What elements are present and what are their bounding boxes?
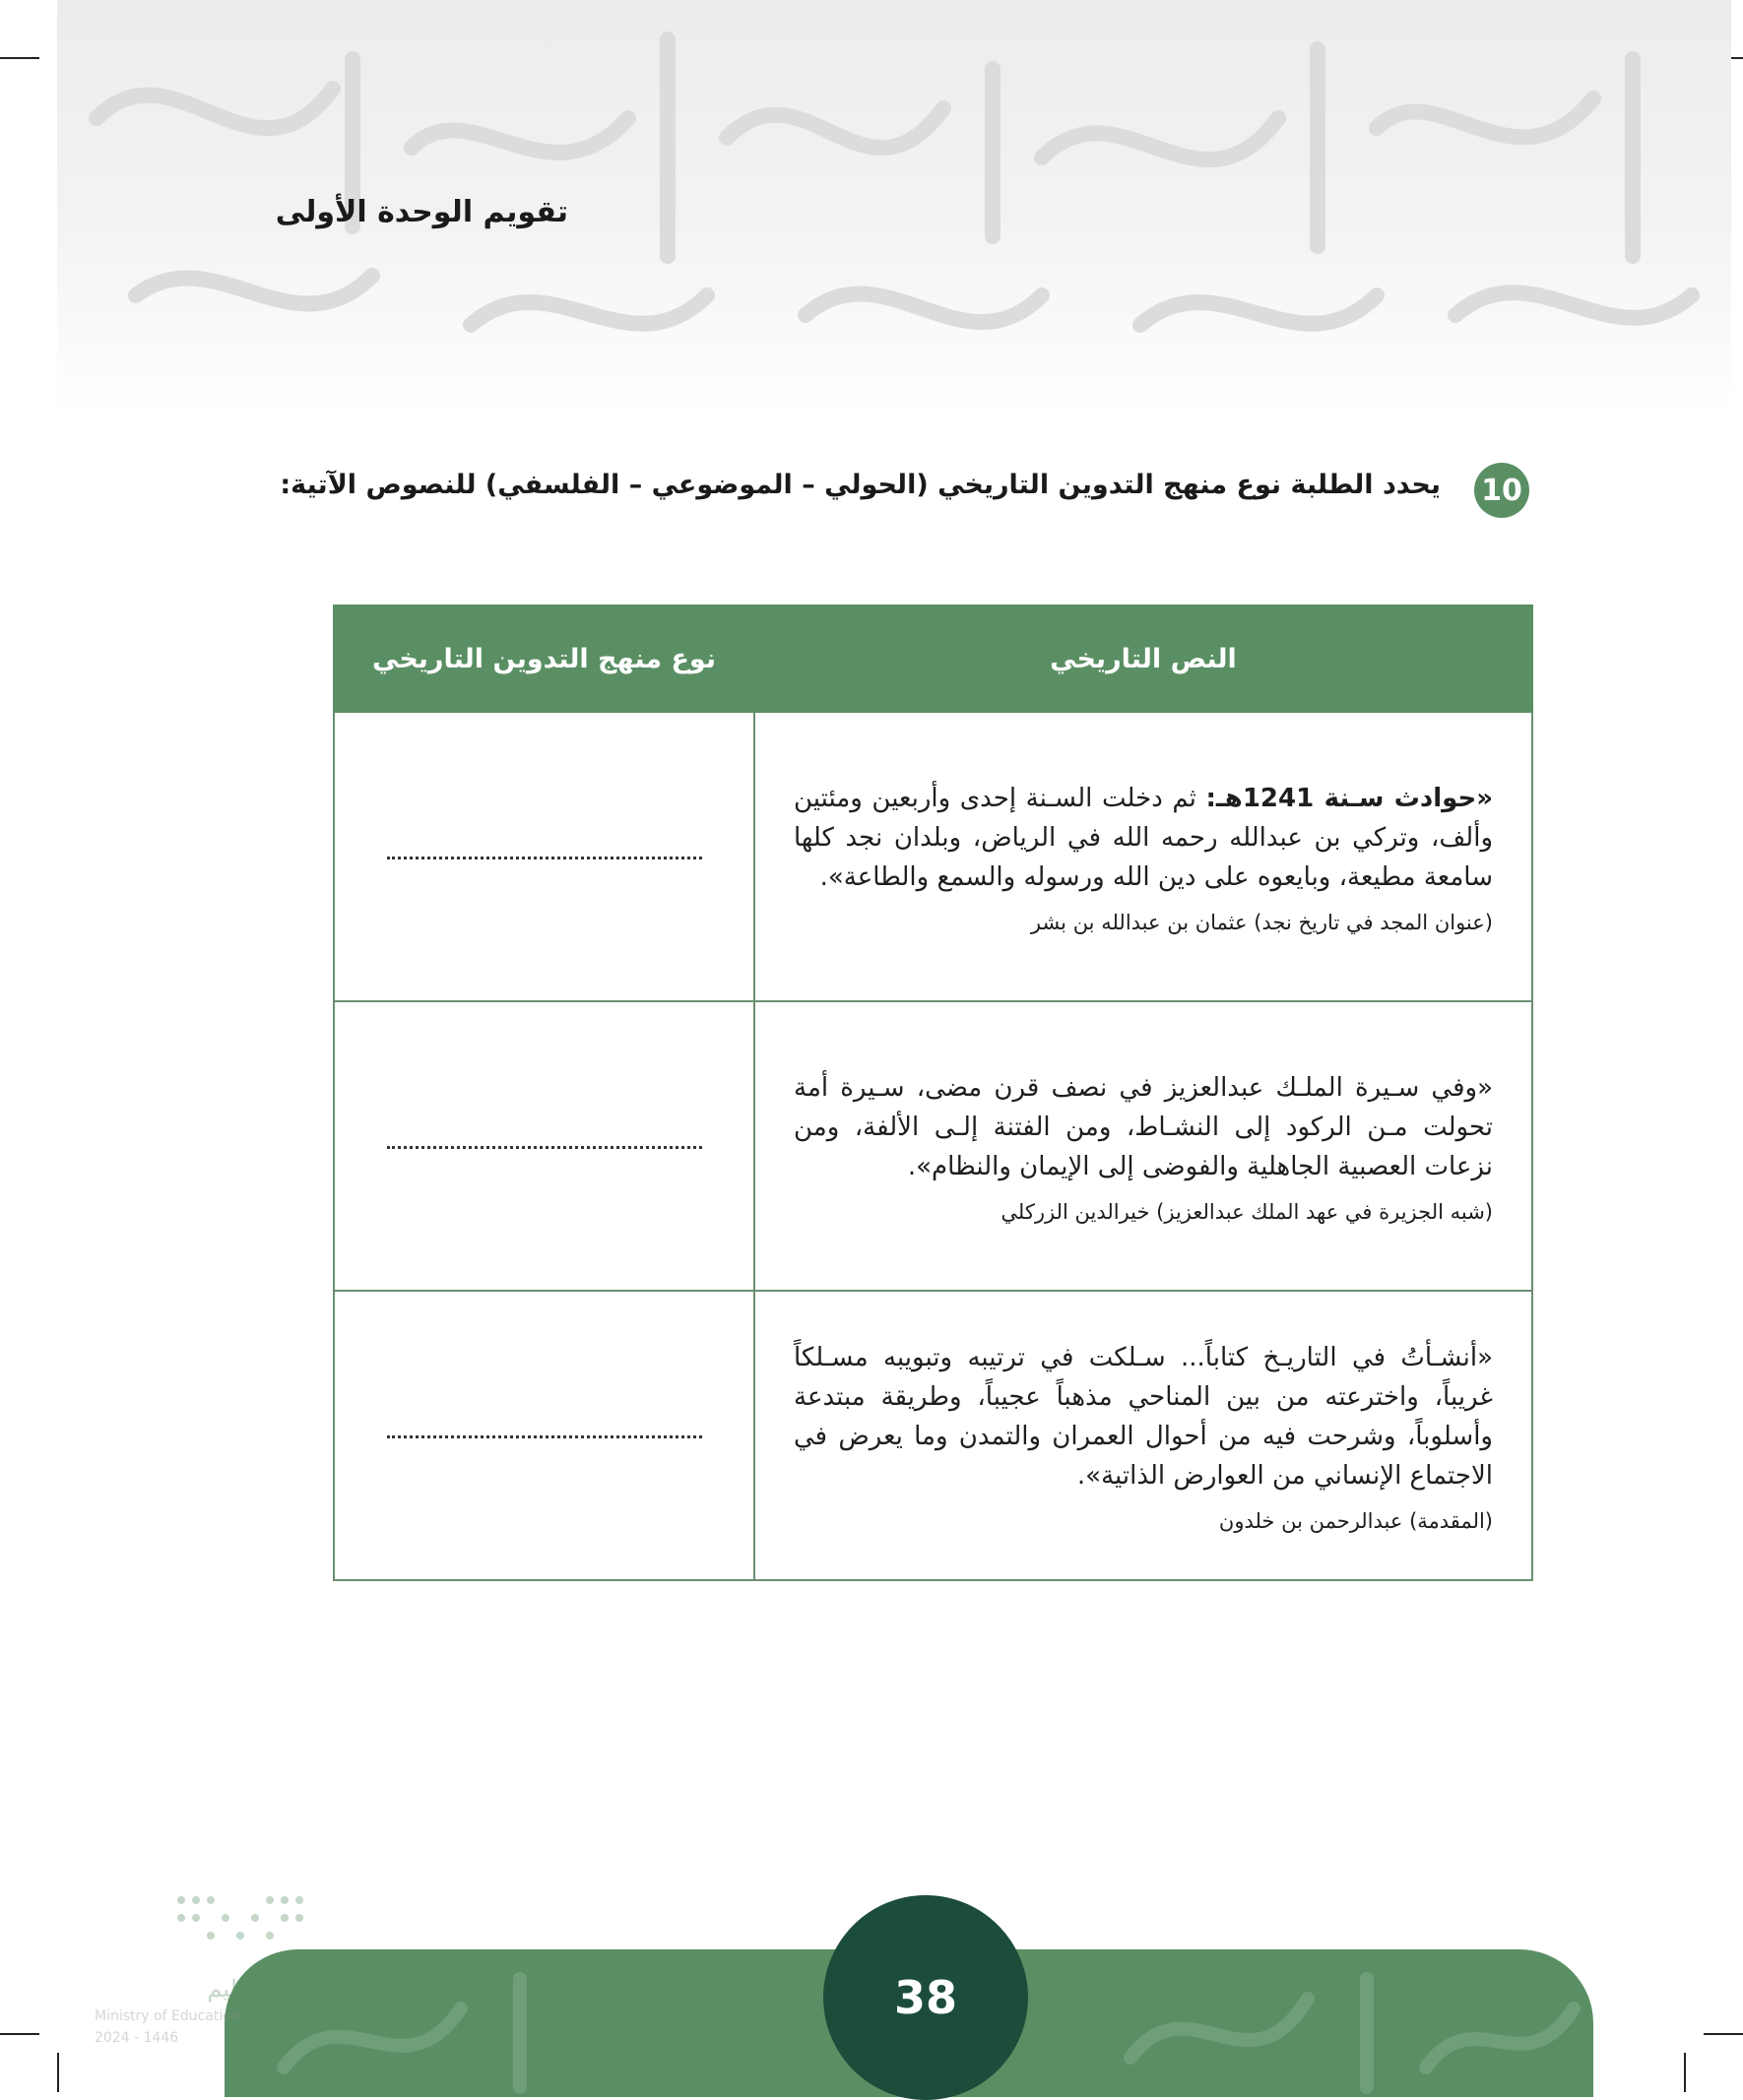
passage-text — [756, 779, 1530, 897]
table-row — [334, 1291, 1532, 1580]
passage-citation: (شبه الجزيرة في عهد الملك عبدالعزيز) خيرالدين الزركلي — [1001, 1200, 1493, 1224]
answer-blank[interactable] — [387, 1433, 702, 1438]
passage-body: «أنشـأتُ في التاريـخ كتاباً... سـلكت في ترتيبه وتبويبه مسـلكاً غريباً، واخترعته من بين المناحي مذهباً عجيباً، وطريقة مبتدعة وأسلوباً، وشرحت فيه من أحوال العمران والتمدن وما يعرض في الاجتماع الإنساني من العوارض الذاتية». — [794, 1343, 1493, 1491]
ministry-logo — [95, 1890, 331, 2077]
passage-cell — [754, 1001, 1532, 1291]
column-header-text: النص التاريخي — [754, 605, 1532, 712]
passage-body: «وفي سـيرة الملـك عبدالعزيز في نصف قرن مضى، سـيرة أمة تحولت مـن الركود إلى النشـاط، ومن الفتنة إلـى الألفة، ومن نزعات العصبية الجاهلية والفوضى إلى الإيمان والنظام». — [794, 1073, 1493, 1181]
crop-mark — [1704, 2033, 1743, 2035]
logo-year-text: 2024 - 1446 — [95, 2030, 179, 2046]
crop-mark — [0, 57, 39, 59]
table-row — [334, 712, 1532, 1001]
table-header-row — [334, 605, 1532, 712]
logo-dots-icon — [171, 1890, 319, 1959]
table-row — [334, 1001, 1532, 1291]
question-prompt: يحدد الطلبة نوع منهج التدوين التاريخي (الحولي – الموضوعي – الفلسفي) للنصوص الآتية: — [280, 470, 1441, 500]
passage-text — [756, 1068, 1530, 1186]
answer-blank[interactable] — [387, 1144, 702, 1149]
logo-arabic-text: وزارة التعليم — [207, 1975, 331, 2003]
passage-text — [756, 1338, 1530, 1495]
unit-title: تقويم الوحدة الأولى — [275, 195, 568, 229]
passage-body: ثم دخلت السـنة إحدى وأربعين ومئتين وألف، وتركي بن عبدالله رحمه الله في الرياض، وبلدان نجد كلها سامعة مطيعة، وبايعوه على دين الله ورسوله والسمع والطاعة». — [794, 784, 1493, 892]
passage-citation: (عنوان المجد في تاريخ نجد) عثمان بن عبدالله بن بشر — [1030, 911, 1493, 934]
passage-cell — [754, 1291, 1532, 1580]
answer-cell[interactable] — [334, 1291, 754, 1580]
answer-cell[interactable] — [334, 1001, 754, 1291]
passage-cell — [754, 712, 1532, 1001]
passage-citation: (المقدمة) عبدالرحمن بن خلدون — [1218, 1509, 1493, 1533]
question-number-badge: 10 — [1474, 463, 1529, 518]
passage-lead: «حوادث سـنة 1241هـ: — [1205, 784, 1494, 813]
crop-mark — [57, 2053, 59, 2092]
column-header-type: نوع منهج التدوين التاريخي — [334, 605, 754, 712]
page-number: 38 — [823, 1895, 1028, 2100]
logo-english-text: Ministry of Education — [95, 2008, 240, 2024]
crop-mark — [1684, 2053, 1686, 2092]
answer-cell[interactable] — [334, 712, 754, 1001]
answer-blank[interactable] — [387, 855, 702, 859]
crop-mark — [0, 2033, 39, 2035]
historiography-table — [333, 605, 1533, 1581]
